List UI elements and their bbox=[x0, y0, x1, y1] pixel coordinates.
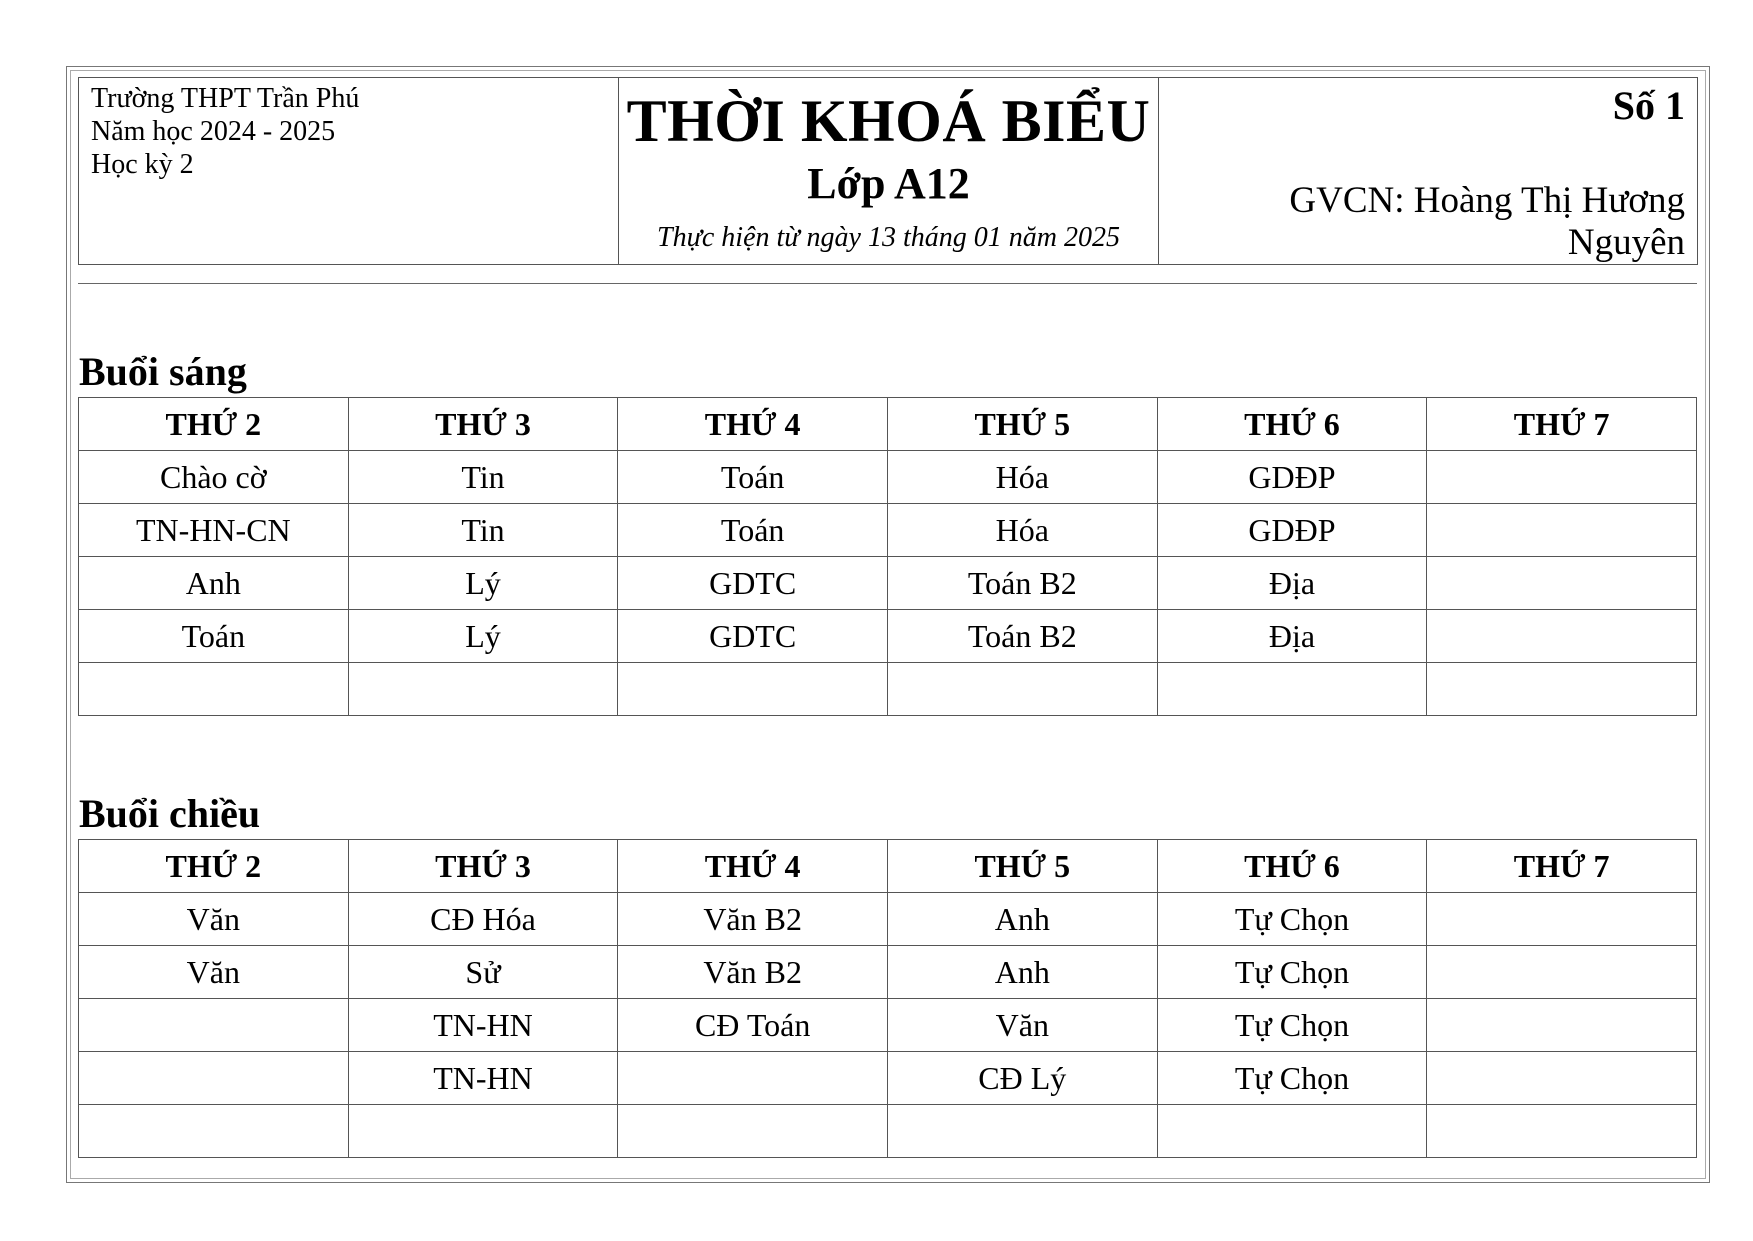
morning-subject-cell: Tin bbox=[348, 504, 618, 557]
afternoon-subject-cell bbox=[1427, 1052, 1697, 1105]
school-info bbox=[79, 78, 619, 265]
afternoon-period-row bbox=[79, 1105, 1697, 1158]
afternoon-subject-cell bbox=[79, 999, 349, 1052]
afternoon-subject-cell bbox=[1427, 1105, 1697, 1158]
header-separator bbox=[78, 283, 1697, 284]
afternoon-subject-cell: Văn bbox=[79, 893, 349, 946]
morning-subject-cell: GDTC bbox=[618, 610, 888, 663]
morning-period-row bbox=[79, 663, 1697, 716]
morning-subject-cell: Lý bbox=[348, 610, 618, 663]
afternoon-subject-cell: Tự Chọn bbox=[1157, 946, 1427, 999]
morning-day-header: THỨ 4 bbox=[618, 398, 888, 451]
morning-subject-cell: Toán B2 bbox=[887, 610, 1157, 663]
morning-subject-cell bbox=[79, 663, 349, 716]
morning-subject-cell: Toán bbox=[79, 610, 349, 663]
afternoon-subject-cell: Văn bbox=[887, 999, 1157, 1052]
afternoon-subject-cell bbox=[79, 1052, 349, 1105]
morning-subject-cell: Toán bbox=[618, 451, 888, 504]
morning-subject-cell bbox=[1427, 504, 1697, 557]
afternoon-day-header: THỨ 3 bbox=[348, 840, 618, 893]
morning-subject-cell: Toán B2 bbox=[887, 557, 1157, 610]
afternoon-day-header: THỨ 5 bbox=[887, 840, 1157, 893]
afternoon-period-row bbox=[79, 893, 1697, 946]
page-title: THỜI KHOÁ BIỂU bbox=[626, 88, 1151, 154]
morning-subject-cell bbox=[1427, 451, 1697, 504]
morning-period-row bbox=[79, 504, 1697, 557]
morning-subject-cell bbox=[618, 663, 888, 716]
afternoon-subject-cell: Văn B2 bbox=[618, 893, 888, 946]
afternoon-day-header: THỨ 7 bbox=[1427, 840, 1697, 893]
class-name: Lớp A12 bbox=[807, 159, 970, 208]
morning-subject-cell: Lý bbox=[348, 557, 618, 610]
morning-subject-cell bbox=[887, 663, 1157, 716]
schedule-number: Số 1 bbox=[1612, 83, 1685, 128]
morning-subject-cell: GDĐP bbox=[1157, 504, 1427, 557]
teacher-line-2: Nguyên bbox=[1567, 222, 1685, 263]
school-year: Năm học 2024 - 2025 bbox=[91, 116, 336, 147]
effective-date: Thực hiện từ ngày 13 tháng 01 năm 2025 bbox=[657, 222, 1120, 253]
afternoon-subject-cell: CĐ Toán bbox=[618, 999, 888, 1052]
morning-subject-cell bbox=[1157, 663, 1427, 716]
morning-subject-cell: Chào cờ bbox=[79, 451, 349, 504]
homeroom-teacher bbox=[1125, 180, 1685, 264]
afternoon-subject-cell bbox=[1157, 1105, 1427, 1158]
morning-subject-cell: GDĐP bbox=[1157, 451, 1427, 504]
morning-subject-cell: Địa bbox=[1157, 610, 1427, 663]
afternoon-subject-cell: Tự Chọn bbox=[1157, 999, 1427, 1052]
teacher-line-1: GVCN: Hoàng Thị Hương bbox=[1289, 180, 1685, 221]
afternoon-subject-cell: Tự Chọn bbox=[1157, 1052, 1427, 1105]
afternoon-section-title: Buổi chiều bbox=[79, 791, 261, 836]
afternoon-subject-cell: Tự Chọn bbox=[1157, 893, 1427, 946]
afternoon-subject-cell: Anh bbox=[887, 893, 1157, 946]
morning-day-header: THỨ 3 bbox=[348, 398, 618, 451]
teacher-block bbox=[1159, 78, 1698, 265]
morning-day-header: THỨ 6 bbox=[1157, 398, 1427, 451]
school-name: Trường THPT Trần Phú bbox=[91, 83, 360, 114]
morning-subject-cell bbox=[1427, 557, 1697, 610]
morning-day-header: THỨ 7 bbox=[1427, 398, 1697, 451]
morning-day-header: THỨ 5 bbox=[887, 398, 1157, 451]
afternoon-subject-cell: Anh bbox=[887, 946, 1157, 999]
afternoon-subject-cell bbox=[1427, 946, 1697, 999]
afternoon-day-header: THỨ 2 bbox=[79, 840, 349, 893]
morning-period-row bbox=[79, 557, 1697, 610]
afternoon-period-row bbox=[79, 946, 1697, 999]
afternoon-period-row bbox=[79, 1052, 1697, 1105]
morning-subject-cell: Tin bbox=[348, 451, 618, 504]
afternoon-subject-cell bbox=[1427, 999, 1697, 1052]
afternoon-subject-cell: CĐ Lý bbox=[887, 1052, 1157, 1105]
morning-subject-cell: Hóa bbox=[887, 451, 1157, 504]
afternoon-subject-cell: TN-HN bbox=[348, 999, 618, 1052]
afternoon-subject-cell bbox=[348, 1105, 618, 1158]
afternoon-subject-cell bbox=[1427, 893, 1697, 946]
afternoon-subject-cell bbox=[887, 1105, 1157, 1158]
afternoon-header-row bbox=[79, 840, 1697, 893]
afternoon-subject-cell bbox=[618, 1052, 888, 1105]
morning-header-row bbox=[79, 398, 1697, 451]
afternoon-subject-cell: Văn bbox=[79, 946, 349, 999]
morning-subject-cell: TN-HN-CN bbox=[79, 504, 349, 557]
afternoon-subject-cell: Sử bbox=[348, 946, 618, 999]
morning-subject-cell: Địa bbox=[1157, 557, 1427, 610]
morning-period-row bbox=[79, 610, 1697, 663]
afternoon-subject-cell bbox=[618, 1105, 888, 1158]
title-block bbox=[619, 78, 1159, 265]
morning-period-row bbox=[79, 451, 1697, 504]
afternoon-day-header: THỨ 4 bbox=[618, 840, 888, 893]
morning-subject-cell: Hóa bbox=[887, 504, 1157, 557]
morning-day-header: THỨ 2 bbox=[79, 398, 349, 451]
header-table bbox=[78, 77, 1698, 265]
morning-subject-cell bbox=[1427, 663, 1697, 716]
morning-section-title: Buổi sáng bbox=[79, 349, 247, 394]
morning-subject-cell bbox=[348, 663, 618, 716]
semester: Học kỳ 2 bbox=[91, 149, 194, 180]
morning-subject-cell: Anh bbox=[79, 557, 349, 610]
afternoon-subject-cell: CĐ Hóa bbox=[348, 893, 618, 946]
afternoon-subject-cell: Văn B2 bbox=[618, 946, 888, 999]
morning-timetable bbox=[78, 397, 1697, 716]
afternoon-timetable bbox=[78, 839, 1697, 1158]
morning-subject-cell bbox=[1427, 610, 1697, 663]
afternoon-subject-cell bbox=[79, 1105, 349, 1158]
afternoon-subject-cell: TN-HN bbox=[348, 1052, 618, 1105]
morning-subject-cell: Toán bbox=[618, 504, 888, 557]
afternoon-day-header: THỨ 6 bbox=[1157, 840, 1427, 893]
morning-subject-cell: GDTC bbox=[618, 557, 888, 610]
afternoon-period-row bbox=[79, 999, 1697, 1052]
